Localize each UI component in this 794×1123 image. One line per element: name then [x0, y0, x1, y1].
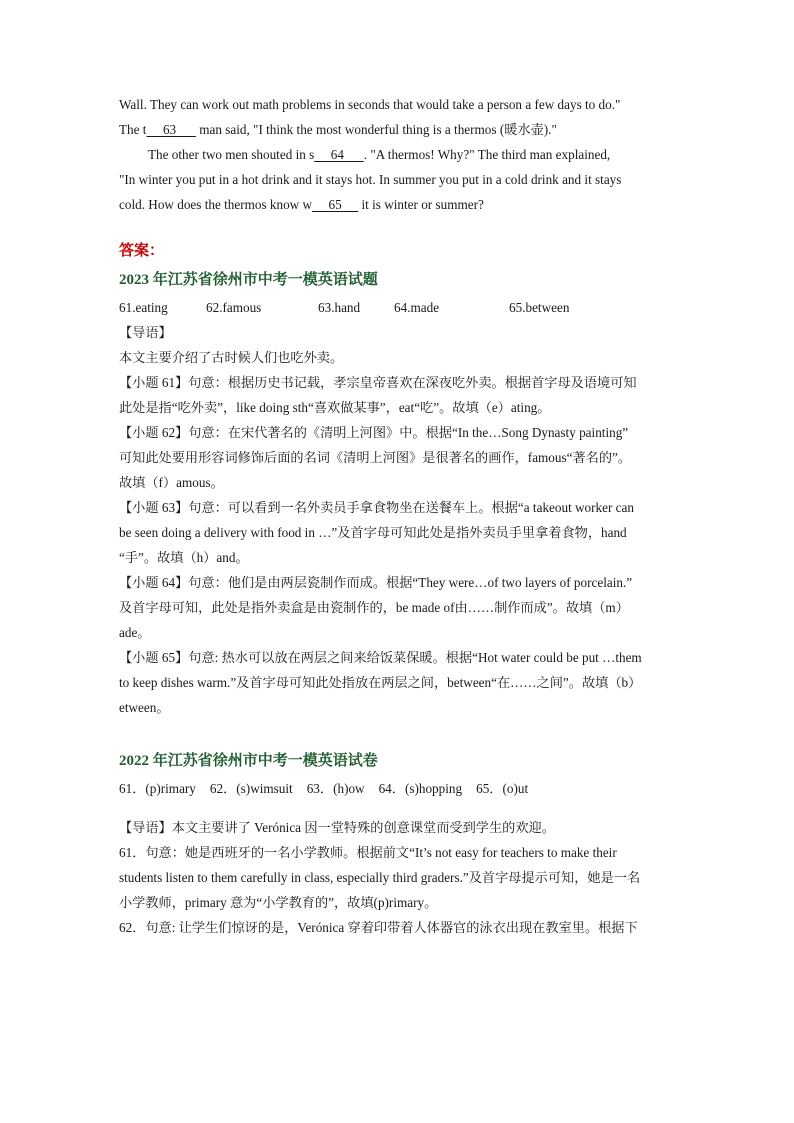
explanation-line: 此处是指“吃外卖”，like doing sth“喜欢做某事”，eat“吃”。故填（e）ating。 [119, 400, 551, 415]
explanation-line: 及首字母可知，此处是指外卖盒是由瓷制作的，be made of由……制作而成”。故填（m） [119, 600, 629, 615]
answer-key: 62.famous [206, 300, 262, 315]
explanation-line: 【小题 61】句意：根据历史书记载，孝宗皇帝喜欢在深夜吃外卖。根据首字母及语境可知 [119, 375, 637, 390]
guide-text: 本文主要介绍了古时候人们也吃外卖。 [119, 350, 344, 365]
answer-key: 64.made [394, 300, 440, 315]
answer-key: 65．(o)ut [476, 781, 529, 796]
explanation-line: 【小题 65】句意: 热水可以放在两层之间来给饭菜保暖。根据“Hot water could be put …them [119, 650, 642, 665]
passage-line: cold. How does the thermos know w 65 it is winter or summer? [119, 197, 484, 212]
answer-keys-2023 [119, 295, 681, 320]
document-page [119, 92, 681, 940]
explanation-line: ade。 [119, 625, 151, 640]
guide-heading: 【导语】 [119, 325, 172, 340]
spacer [119, 801, 681, 815]
explanation-line: 62．句意: 让学生们惊讶的是，Verónica 穿着印带着人体器官的泳衣出现在教室里。根据下 [119, 920, 638, 935]
blank-65: 65 [312, 197, 359, 212]
answer-key: 64．(s)hopping [378, 781, 463, 796]
explanation-line: etween。 [119, 700, 170, 715]
passage-line: Wall. They can work out math problems in seconds that would take a person a few days to do." [119, 97, 621, 112]
explanation-line: be seen doing a delivery with food in …”及首字母可知此处是指外卖员手里拿着食物，hand [119, 525, 627, 540]
explanation-line: 小学教师，primary 意为“小学教育的”，故填(p)rimary。 [119, 895, 438, 910]
explanation-line: to keep dishes warm.”及首字母可知此处指放在两层之间，between“在……之间”。故填（b） [119, 675, 642, 690]
answer-key: 65.between [509, 300, 570, 315]
answer-keys-2022 [119, 776, 681, 801]
explanation-line: 61．句意：她是西班牙的一名小学教师。根据前文“It’s not easy for teachers to make their [119, 845, 617, 860]
explanation-line: 可知此处要用形容词修饰后面的名词《清明上河图》是很著名的画作，famous“著名的”。 [119, 450, 632, 465]
answer-key: 61.eating [119, 300, 168, 315]
blank-63: 63 [146, 122, 196, 137]
passage-line: The t 63 man said, "I think the most wonderful thing is a thermos (暖水壶)." [119, 122, 557, 137]
guide-text: 【导语】本文主要讲了 Verónica 因一堂特殊的创意课堂而受到学生的欢迎。 [119, 820, 555, 835]
explanation-line: students listen to them carefully in class, especially third graders.”及首字母提示可知，她是一名 [119, 870, 641, 885]
exam-title-2023: 2023 年江苏省徐州市中考一模英语试题 [119, 272, 378, 288]
answer-key: 63．(h)ow [306, 781, 365, 796]
explanation-line: 【小题 64】句意：他们是由两层瓷制作而成。根据“They were…of two layers of porcelain.” [119, 575, 633, 590]
explanation-line: 【小题 62】句意：在宋代著名的《清明上河图》中。根据“In the…Song Dynasty painting” [119, 425, 629, 440]
passage-line: The other two men shouted in s 64 . "A thermos! Why?" The third man explained, [148, 147, 611, 162]
passage-line: "In winter you put in a hot drink and it stays hot. In summer you put in a cold drink and it stays [119, 172, 622, 187]
answers-heading: 答案： [119, 243, 165, 259]
explanation-line: “手”。故填（h）and。 [119, 550, 249, 565]
blank-64: 64 [314, 147, 364, 162]
explanation-line: 【小题 63】句意：可以看到一名外卖员手拿食物坐在送餐车上。根据“a takeout worker can [119, 500, 634, 515]
explanation-line: 故填（f）amous。 [119, 475, 224, 490]
exam-title-2022: 2022 年江苏省徐州市中考一模英语试卷 [119, 753, 378, 769]
answer-key: 63.hand [318, 300, 361, 315]
answer-key: 62．(s)wimsuit [209, 781, 293, 796]
answer-key: 61．(p)rimary [119, 781, 196, 796]
